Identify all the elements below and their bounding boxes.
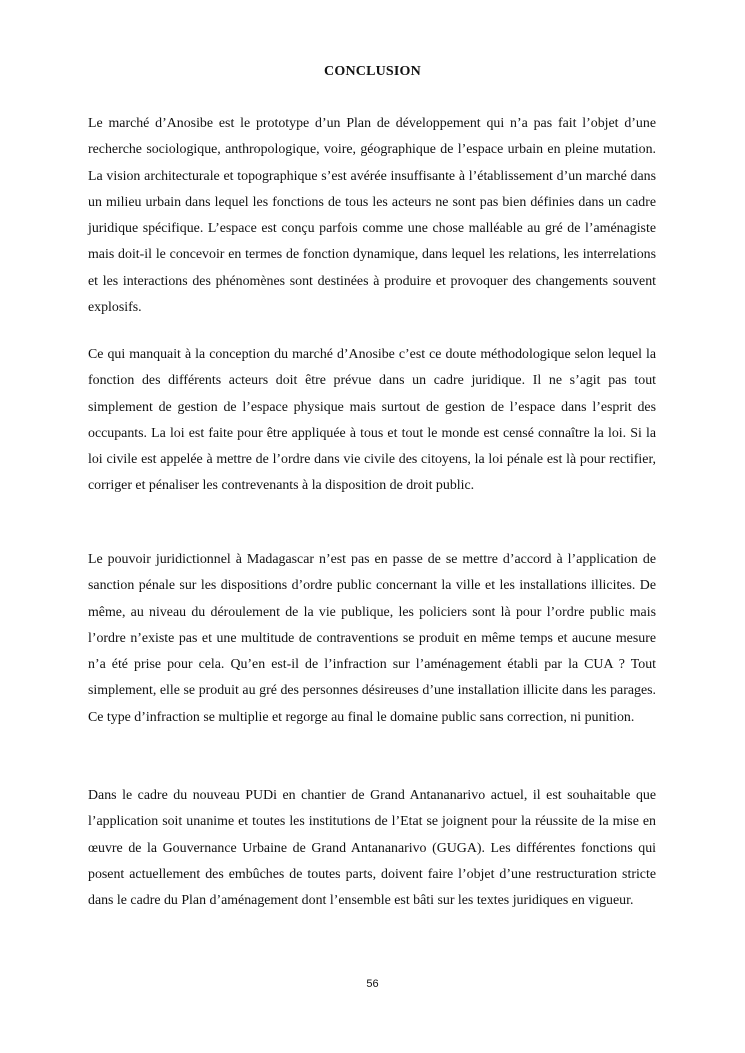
paragraph-3: Le pouvoir juridictionnel à Madagascar n’est pas en passe de se mettre d’accord à l’application de sanction pénale sur les dispositions d’ordre public concernant la ville et les installations illicites. De même, au niveau du déroulement de la vie publique, les policiers sont là pour l’ordre public mais l’ordre n’existe pas et une multitude de contraventions se produit en même temps et aucune mesure n’a été prise pour cela. Qu’en est-il de l’infraction sur l’aménagement établi par la CUA ? Tout simplement, elle se produit au gré des personnes désireuses d’une installation illicite dans les parages. Ce type d’infraction se multiplie et regorge au final le domaine public sans correction, ni punition. <box>88 552 656 725</box>
page-number: 56 <box>366 978 379 990</box>
paragraph-2: Ce qui manquait à la conception du marché d’Anosibe c’est ce doute méthodologique selon lequel la fonction des différents acteurs doit être prévue dans un cadre juridique. Il ne s’agit pas tout simplement de gestion de l’espace physique mais surtout de gestion de l’espace dans l’esprit des occupants. La loi est faite pour être appliquée à tous et tout le monde est censé connaître la loi. Si la loi civile est appelée à mettre de l’ordre dans vie civile des citoyens, la loi pénale est là pour rectifier, corriger et pénaliser les contrevenants à la disposition de droit public. <box>88 347 656 494</box>
paragraph-4: Dans le cadre du nouveau PUDi en chantier de Grand Antananarivo actuel, il est souhaitable que l’application soit unanime et toutes les institutions de l’Etat se joignent pour la réussite de la mise en œuvre de la Gouvernance Urbaine de Grand Antananarivo (GUGA). Les différentes fonctions qui posent actuellement des embûches de toutes parts, doivent faire l’objet d’une restructuration stricte dans le cadre du Plan d’aménagement dont l’ensemble est bâti sur les textes juridiques en vigueur. <box>88 788 656 909</box>
paragraph-1: Le marché d’Anosibe est le prototype d’un Plan de développement qui n’a pas fait l’objet d’une recherche sociologique, anthropologique, voire, géographique de l’espace urbain en pleine mutation. La vision architecturale et topographique s’est avérée insuffisante à l’établissement d’un marché dans un milieu urbain dans lequel les fonctions de tous les acteurs ne sont pas bien définies dans un cadre juridique spécifique. L’espace est conçu parfois comme une chose malléable au gré de l’aménagiste mais doit-il le concevoir en termes de fonction dynamique, dans lequel les relations, les interrelations et les interactions des phénomènes sont destinées à produire et provoquer des changements souvent explosifs. <box>88 116 656 316</box>
page-title: CONCLUSION <box>324 64 421 79</box>
